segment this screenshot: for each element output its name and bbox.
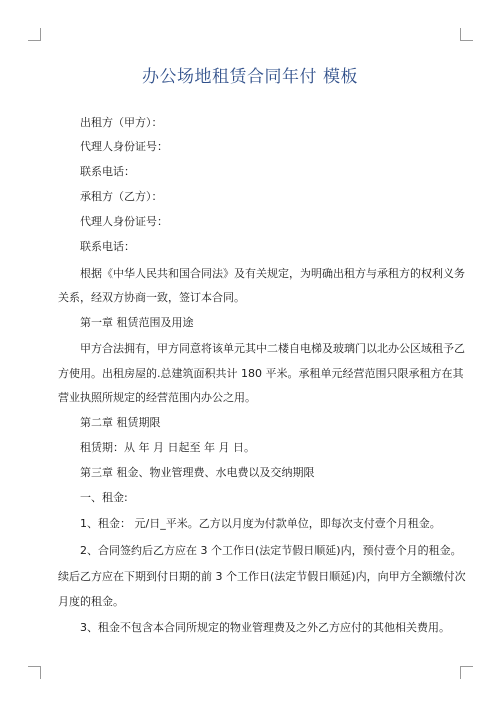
rent-clause-2-line-3: 月度的租金。	[58, 595, 124, 608]
rent-clause-1: 1、租金： 元/日_平米。乙方以月度为付款单位，即每次支付壹个月租金。	[80, 517, 441, 530]
lessor-agent-id-line: 代理人身份证号：	[80, 140, 168, 153]
crop-mark-top-right	[460, 28, 473, 41]
preamble-line-2: 关系，经双方协商一致，签订本合同。	[58, 291, 245, 304]
lessee-line: 承租方（乙方）：	[80, 190, 163, 203]
preamble-line-1: 根据《中华人民共和国合同法》及有关规定，为明确出租方与承租方的权利义务	[80, 267, 465, 280]
lessee-phone-line: 联系电话：	[80, 240, 135, 253]
rent-section-heading: 一、租金:	[80, 491, 128, 504]
crop-mark-bottom-left	[28, 666, 41, 679]
lessor-phone-line: 联系电话：	[80, 165, 135, 178]
crop-mark-top-left	[28, 28, 41, 41]
rent-clause-2-line-2: 续后乙方应在下期到付日期的前 3 个工作日(法定节假日顺延)内，向甲方全额缴付次	[58, 570, 466, 583]
rent-clause-3: 3、租金不包含本合同所规定的物业管理费及之外乙方应付的其他相关费用。	[80, 621, 450, 634]
rent-clause-2-line-1: 2、合同签约后乙方应在 3 个工作日(法定节假日顺延)内，预付壹个月的租金。	[80, 544, 462, 557]
chapter-1-line-2: 方使用。出租房屋的.总建筑面积共计 180 平米。承租单元经营范围只限承租方在其	[58, 367, 464, 380]
lessor-line: 出租方（甲方）：	[80, 116, 163, 129]
lessee-agent-id-line: 代理人身份证号：	[80, 215, 168, 228]
chapter-1-line-3: 营业执照所规定的经营范围内办公之用。	[58, 391, 256, 404]
chapter-2-heading: 第二章 租赁期限	[80, 416, 161, 429]
chapter-1-line-1: 甲方合法拥有，甲方同意将该单元其中二楼自电梯及玻璃门以北办公区域租予乙	[80, 342, 465, 355]
lease-term-line: 租赁期：从 年 月 日起至 年 月 日。	[80, 441, 255, 454]
crop-mark-bottom-right	[460, 666, 473, 679]
document-title: 办公场地租赁合同年付 模板	[142, 67, 358, 87]
chapter-1-heading: 第一章 租赁范围及用途	[80, 316, 194, 329]
chapter-3-heading: 第三章 租金、物业管理费、水电费以及交纳期限	[80, 466, 315, 479]
